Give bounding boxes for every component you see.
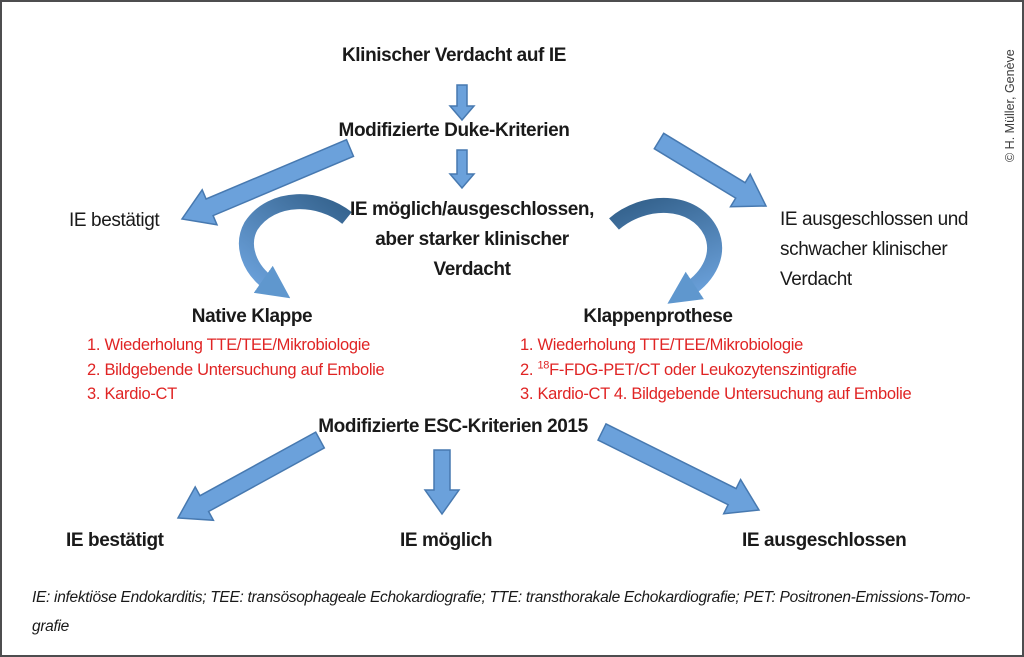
node-prosthetic-valve-title: Klappenprothese: [583, 306, 733, 327]
arrow-esc-to-possible: [425, 450, 459, 514]
native-valve-workup-list: [87, 333, 384, 407]
node-final-ie-possible: IE möglich: [399, 530, 493, 551]
node-ie-confirmed-left: IE bestätigt: [69, 210, 160, 231]
right-outcome-line1: IE ausgeschlossen und: [780, 209, 969, 230]
middle-outcome-line3: Verdacht: [433, 259, 511, 280]
prosthetic-valve-workup-list: [520, 333, 911, 407]
curved-arrow-to-prosthetic-valve: [614, 205, 715, 290]
node-ie-possible-strong-suspicion: [322, 195, 622, 285]
prosthetic-valve-item-2: [520, 358, 911, 383]
footnote-line1: IE: infektiöse Endokarditis; TEE: transösophageale Echokardiografie; TTE: transthorakale Echokardiografie; PET: Positronen-Emissions-Tomo-: [32, 589, 971, 606]
arrow-duke-to-excluded: [654, 133, 766, 206]
middle-outcome-line1: IE möglich/ausgeschlossen,: [349, 199, 595, 220]
arrow-suspicion-to-duke: [450, 85, 474, 120]
prosthetic-item2-rest: F-FDG-PET/CT oder Leukozytenszintigrafie: [549, 360, 857, 379]
node-clinical-suspicion: Klinischer Verdacht auf IE: [341, 45, 566, 66]
node-esc-criteria: Modifizierte ESC-Kriterien 2015: [318, 416, 588, 437]
node-final-ie-excluded: IE ausgeschlossen: [742, 530, 907, 551]
prosthetic-item2-prefix: 2.: [520, 360, 538, 379]
node-native-valve-title: Native Klappe: [191, 306, 313, 327]
flow-arrows-layer: [2, 2, 1024, 657]
prosthetic-item2-superscript: 18: [537, 359, 550, 371]
node-duke-criteria: Modifizierte Duke-Kriterien: [338, 120, 570, 141]
native-valve-item-1: 1. Wiederholung TTE/TEE/Mikrobiologie: [87, 336, 370, 354]
arrow-duke-to-possible: [450, 150, 474, 188]
node-ie-excluded-weak-suspicion: [780, 205, 968, 295]
middle-outcome-line2: aber starker klinischer: [375, 229, 569, 250]
arrow-esc-to-confirmed: [178, 432, 324, 520]
native-valve-item-2: 2. Bildgebende Untersuchung auf Embolie: [87, 360, 385, 379]
prosthetic-valve-item-3: 3. Kardio-CT 4. Bildgebende Untersuchung auf Embolie: [520, 385, 912, 403]
footnote-line2: grafie: [32, 618, 69, 635]
image-credit: © H. Müller, Genève: [1003, 49, 1017, 162]
prosthetic-valve-item-1: 1. Wiederholung TTE/TEE/Mikrobiologie: [520, 336, 803, 354]
right-outcome-line2: schwacher klinischer: [780, 239, 948, 260]
node-final-ie-confirmed: IE bestätigt: [66, 530, 164, 551]
right-outcome-line3: Verdacht: [780, 269, 852, 290]
arrow-esc-to-excluded: [598, 424, 759, 514]
abbreviations-footnote: [32, 583, 970, 641]
native-valve-item-3: 3. Kardio-CT: [87, 385, 177, 403]
